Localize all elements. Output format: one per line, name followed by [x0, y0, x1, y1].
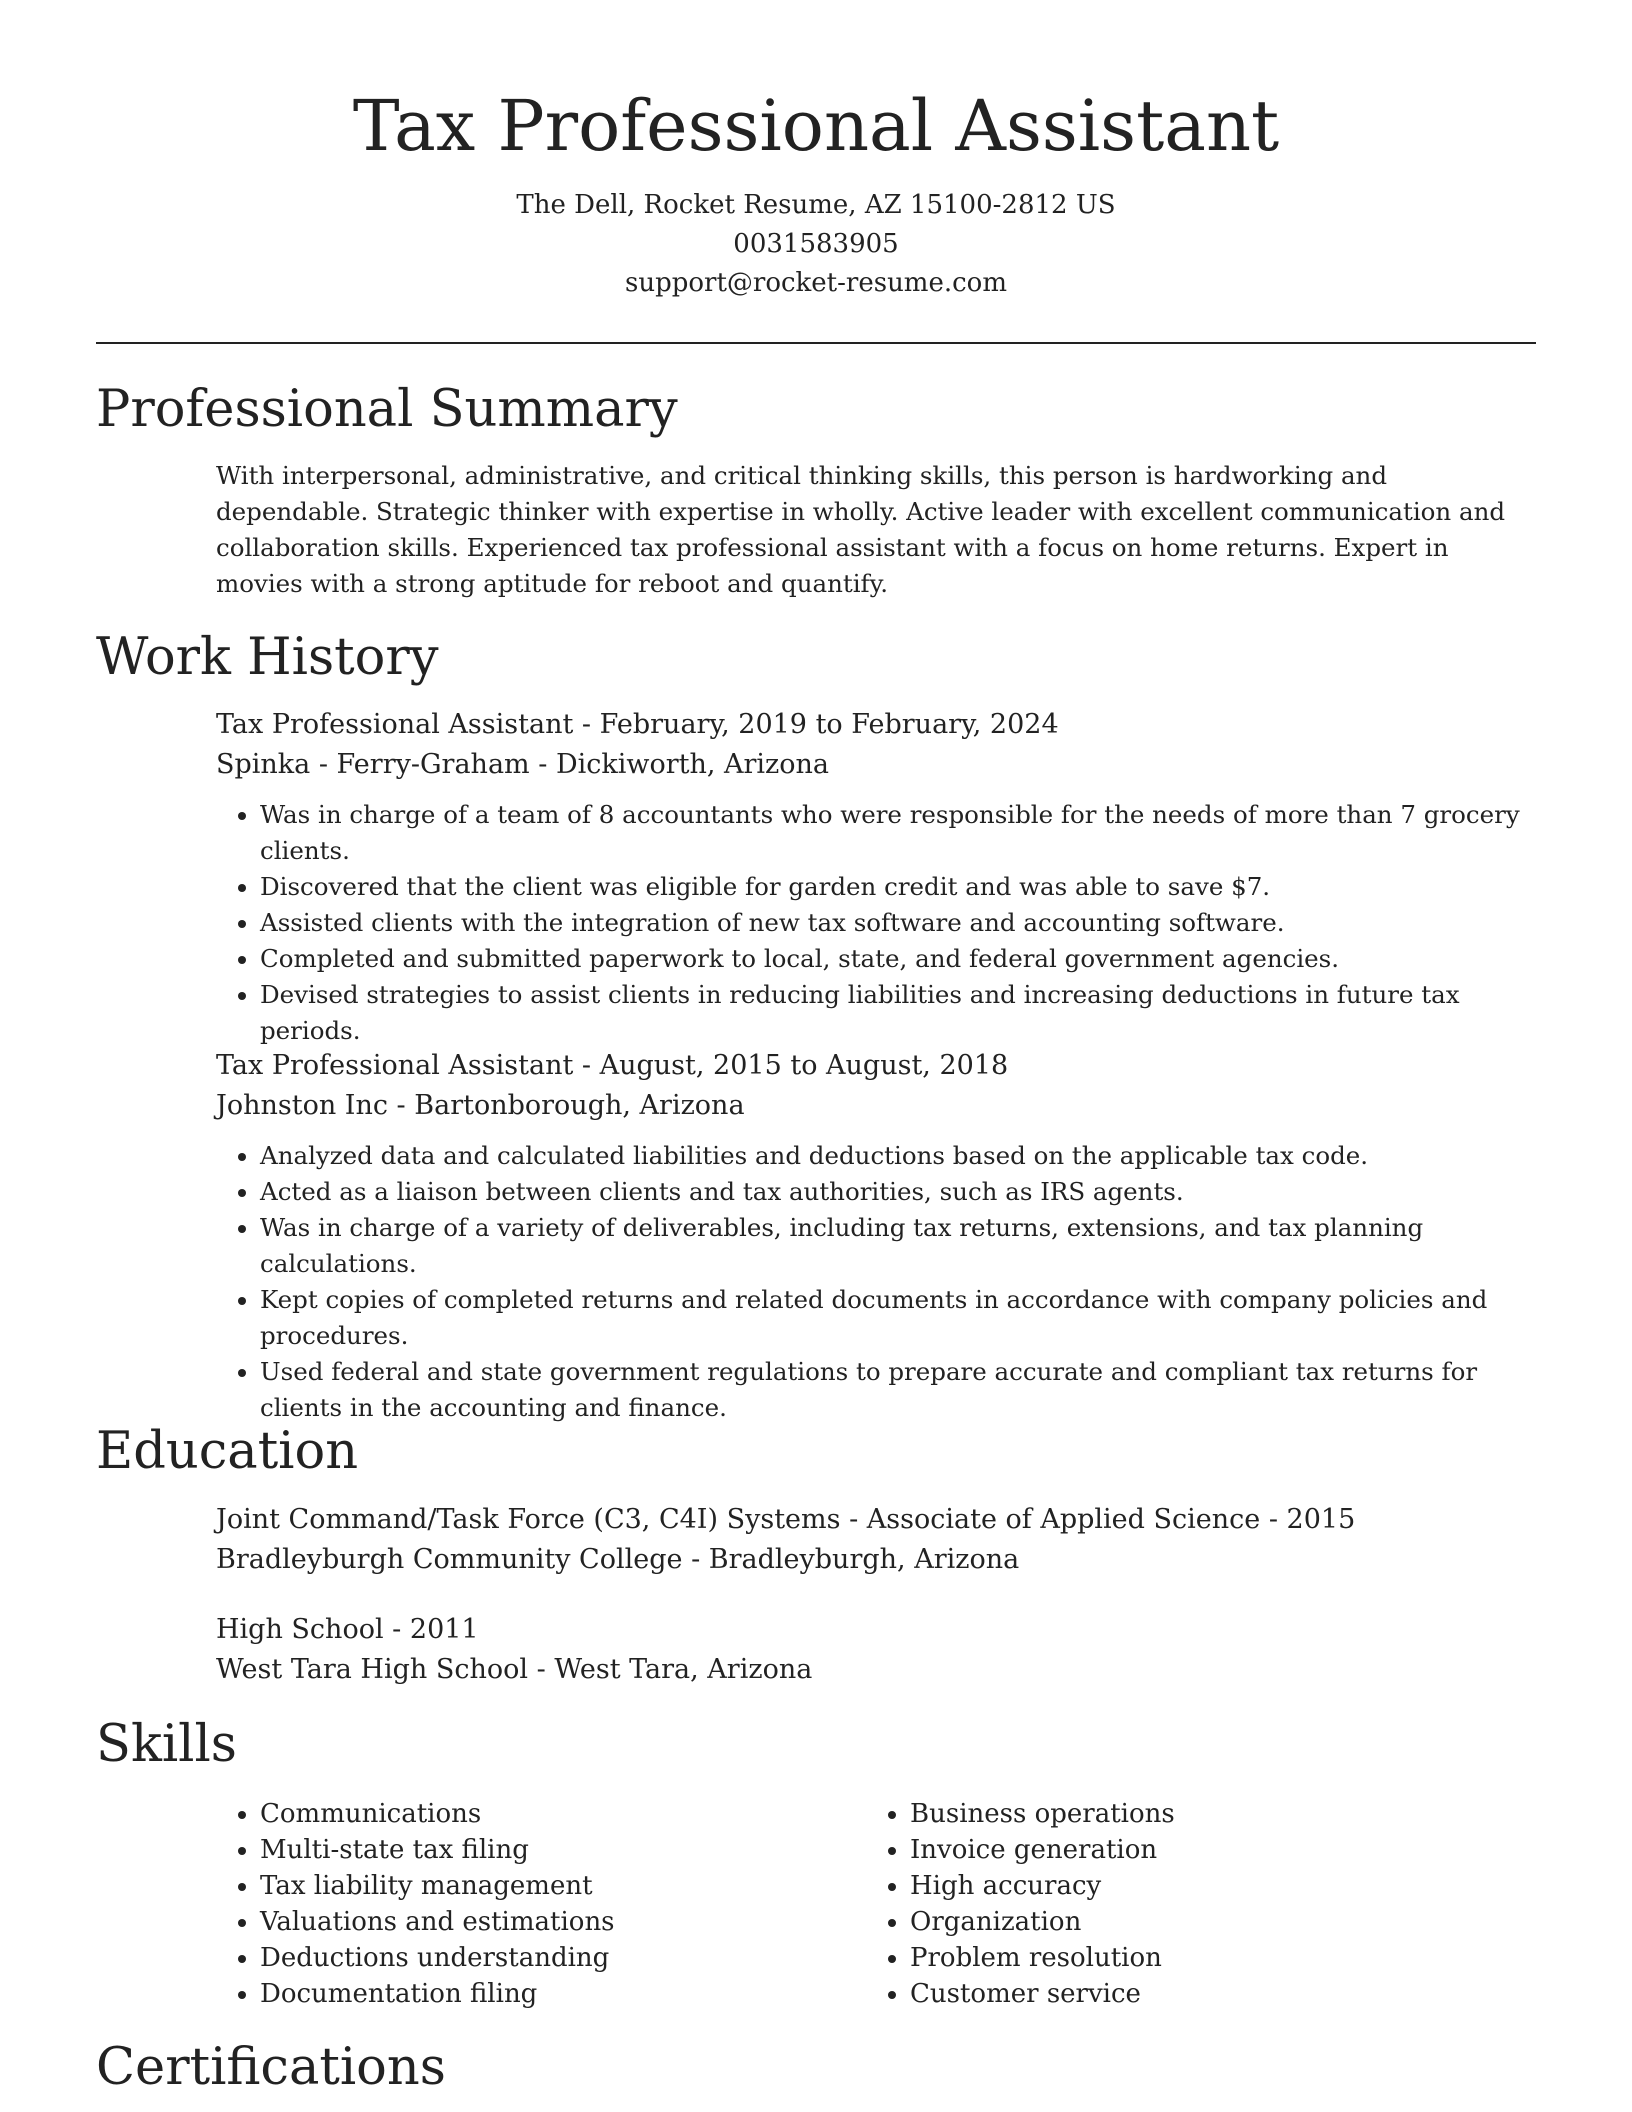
- contact-phone: 0031583905: [733, 229, 899, 259]
- job-bullet: • Analyzed data and calculated liabilities and deductions based on the applicable tax code.: [260, 1138, 1536, 1174]
- job-company-line: Johnston Inc - Bartonborough, Arizona: [216, 1090, 745, 1121]
- education-degree: Associate of Applied Science: [866, 1504, 1261, 1535]
- summary-section: [216, 458, 1536, 602]
- job-title: Tax Professional Assistant: [216, 1050, 574, 1081]
- education-school-line: West Tara High School - West Tara, Arizona: [216, 1654, 813, 1685]
- skill-item: • Customer service: [910, 1976, 1516, 2012]
- job-bullet: • Completed and submitted paperwork to local, state, and federal government agencies.: [260, 941, 1536, 977]
- education-heading: Education: [96, 1422, 359, 1481]
- education-location: West Tara, Arizona: [554, 1654, 813, 1685]
- education-entry: [216, 1500, 1536, 1580]
- skill-item: • Organization: [910, 1904, 1516, 1940]
- job-company: Spinka - Ferry-Graham: [216, 749, 530, 780]
- job-title-line: Tax Professional Assistant - August, 2015 to August, 2018: [216, 1050, 1009, 1081]
- education-year: 2015: [1286, 1504, 1356, 1535]
- skill-item: • Documentation filing: [260, 1976, 866, 2012]
- education-school: West Tara High School: [216, 1654, 529, 1685]
- resume-header: [96, 84, 1536, 303]
- candidate-name: Tax Professional Assistant: [352, 85, 1280, 167]
- job-bullet: • Was in charge of a team of 8 accountants who were responsible for the needs of more than 7 grocery clients.: [260, 797, 1536, 869]
- skills-column-left: [216, 1796, 866, 2012]
- skill-item: • Communications: [260, 1796, 866, 1832]
- job-bullet: • Was in charge of a variety of deliverables, including tax returns, extensions, and tax planning calculations.: [260, 1210, 1536, 1282]
- job-location: Dickiworth, Arizona: [555, 749, 830, 780]
- skill-item: • High accuracy: [910, 1868, 1516, 1904]
- skill-item: • Invoice generation: [910, 1832, 1516, 1868]
- education-degree-line: High School - 2011: [216, 1614, 479, 1645]
- education-degree-line: Joint Command/Task Force (C3, C4I) Systems - Associate of Applied Science - 2015: [216, 1504, 1356, 1535]
- job-bullet: • Used federal and state government regulations to prepare accurate and compliant tax returns for clients in the accounting and finance.: [260, 1354, 1536, 1426]
- job-bullet: • Assisted clients with the integration of new tax software and accounting software.: [260, 905, 1536, 941]
- job-bullets: [216, 1138, 1536, 1426]
- contact-address: The Dell, Rocket Resume, AZ 15100-2812 US: [516, 190, 1116, 220]
- certifications-heading: Certifications: [96, 2038, 446, 2097]
- education-year: 2011: [409, 1614, 479, 1645]
- skill-item: • Deductions understanding: [260, 1940, 866, 1976]
- education-school: Bradleyburgh Community College: [216, 1544, 683, 1575]
- skill-item: • Multi-state tax filing: [260, 1832, 866, 1868]
- job-entry: [216, 1046, 1536, 1426]
- education-location: Bradleyburgh, Arizona: [708, 1544, 1020, 1575]
- job-bullet: • Kept copies of completed returns and related documents in accordance with company policies and procedures.: [260, 1282, 1536, 1354]
- education-school-line: Bradleyburgh Community College - Bradleyburgh, Arizona: [216, 1544, 1020, 1575]
- job-bullet: • Discovered that the client was eligible for garden credit and was able to save $7.: [260, 869, 1536, 905]
- skills-list: [216, 1796, 1536, 2012]
- job-location: Bartonborough, Arizona: [414, 1090, 745, 1121]
- skills-heading: Skills: [96, 1715, 237, 1774]
- job-title-line: Tax Professional Assistant - February, 2019 to February, 2024: [216, 709, 1059, 740]
- skill-item: • Problem resolution: [910, 1940, 1516, 1976]
- education-field: Joint Command/Task Force (C3, C4I) Systems: [216, 1504, 841, 1535]
- education-degree: High School: [216, 1614, 384, 1645]
- job-bullet: • Acted as a liaison between clients and tax authorities, such as IRS agents.: [260, 1174, 1536, 1210]
- job-title: Tax Professional Assistant: [216, 709, 574, 740]
- summary-heading: Professional Summary: [96, 380, 678, 439]
- job-bullet: • Devised strategies to assist clients in reducing liabilities and increasing deductions in future tax periods.: [260, 977, 1536, 1049]
- contact-email: support@rocket-resume.com: [624, 268, 1007, 298]
- job-dates: February, 2019 to February, 2024: [599, 709, 1059, 740]
- skill-item: • Valuations and estimations: [260, 1904, 866, 1940]
- job-bullets: [216, 797, 1536, 1049]
- education-entry: [216, 1610, 1536, 1690]
- skills-column-right: [866, 1796, 1516, 2012]
- job-company-line: Spinka - Ferry-Graham - Dickiworth, Arizona: [216, 749, 830, 780]
- contact-info: [96, 186, 1536, 303]
- skill-item: • Business operations: [910, 1796, 1516, 1832]
- job-dates: August, 2015 to August, 2018: [599, 1050, 1009, 1081]
- job-company: Johnston Inc: [216, 1090, 388, 1121]
- work-history-heading: Work History: [96, 628, 439, 687]
- summary-text: With interpersonal, administrative, and critical thinking skills, this person is hardworking and dependable. Strategic thinker with expertise in wholly. Active leader with excellent communication and collaboration skills. Experienced tax professional assistant with a focus on home returns. Expert in movies with a strong aptitude for reboot and quantify.: [216, 461, 1506, 598]
- job-entry: [216, 705, 1536, 1049]
- skill-item: • Tax liability management: [260, 1868, 866, 1904]
- header-divider: [96, 342, 1536, 344]
